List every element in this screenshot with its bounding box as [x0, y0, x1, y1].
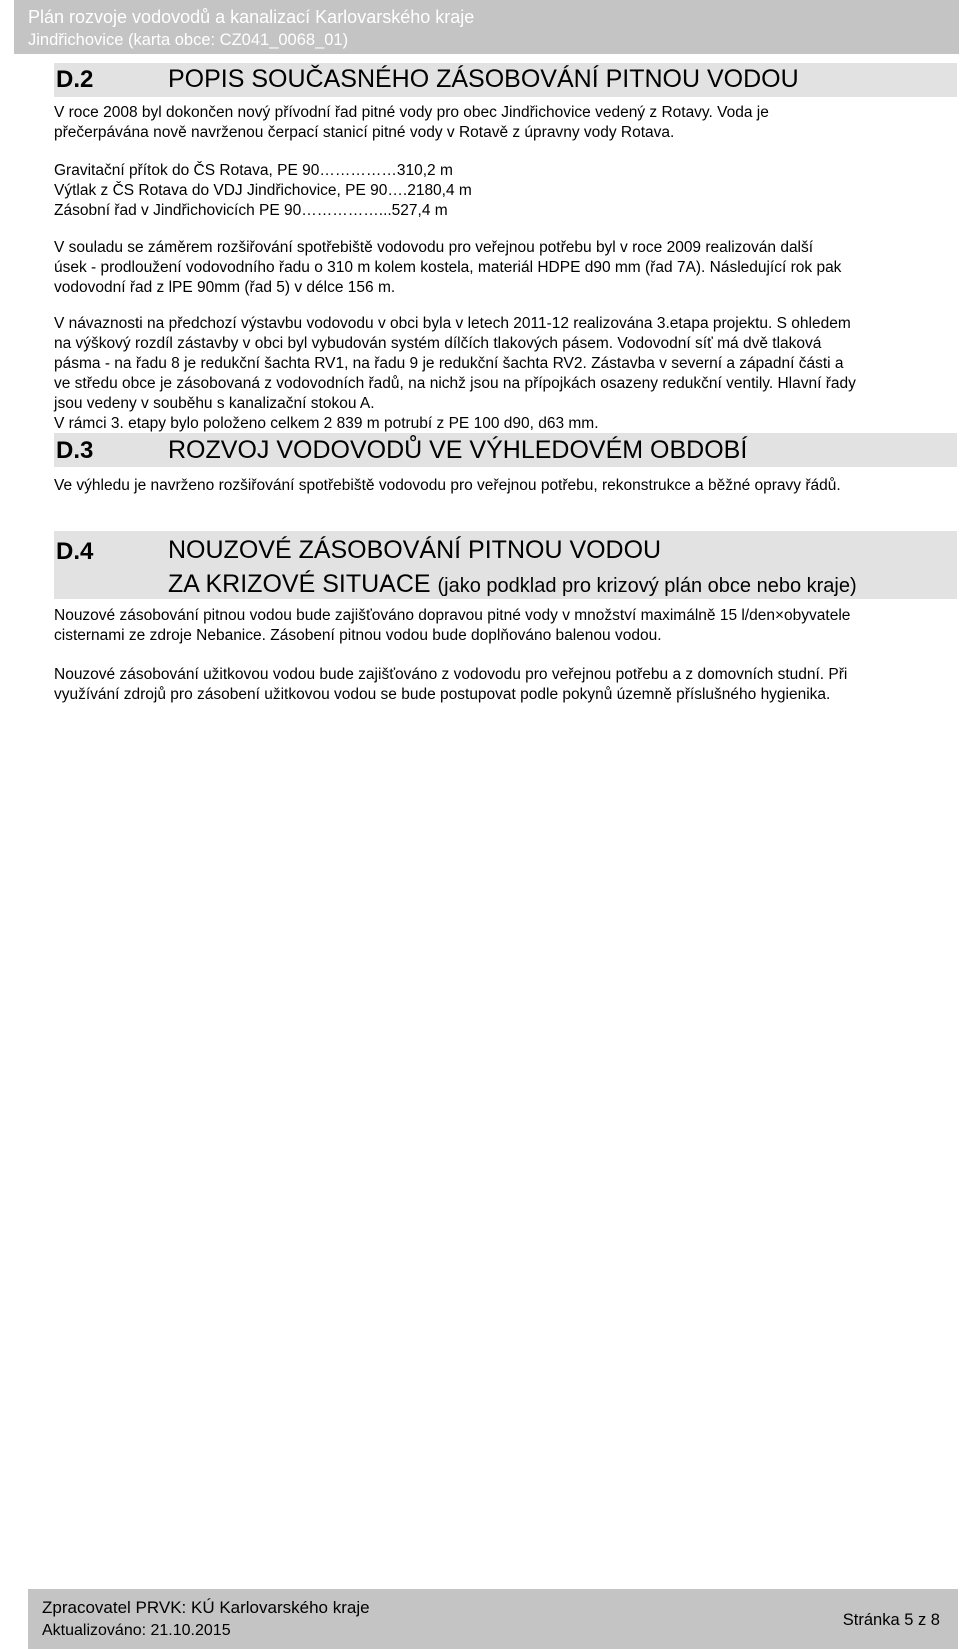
section-number: D.3 [56, 437, 94, 464]
text-line: přečerpávána nově navrženou čerpací stanicí pitné vody v Rotavě z úpravny vody Rotava. [54, 124, 675, 141]
section-heading-d4 [54, 531, 957, 599]
section-title: ROZVOJ VODOVODŮ VE VÝHLEDOVÉM OBDOBÍ [168, 436, 748, 464]
text-line: Zásobní řad v Jindřichovicích PE 90……………...527,4 m [54, 202, 448, 219]
section-heading-d2 [54, 63, 957, 97]
section-number: D.4 [56, 538, 94, 565]
text-line: V souladu se záměrem rozšiřování spotřebiště vodovodu pro veřejnou potřebu byl v roce 2009 realizován další [54, 239, 814, 256]
header-title: Plán rozvoje vodovodů a kanalizací Karlovarského kraje [28, 7, 475, 27]
paragraph [54, 238, 954, 298]
header-subtitle: Jindřichovice (karta obce: CZ041_0068_01) [28, 31, 349, 49]
footer-updated: Aktualizováno: 21.10.2015 [42, 1622, 231, 1639]
paragraph [54, 314, 954, 434]
section-title: POPIS SOUČASNÉHO ZÁSOBOVÁNÍ PITNOU VODOU [168, 65, 799, 93]
text-line: V roce 2008 byl dokončen nový přívodní řad pitné vody pro obec Jindřichovice vedený z Rotavy. Voda je [54, 104, 769, 121]
text-line: Nouzové zásobování užitkovou vodou bude zajišťováno z vodovodu pro veřejnou potřebu a z domovních studní. Při [54, 666, 848, 683]
paragraph [54, 665, 954, 705]
text-line: Gravitační přítok do ČS Rotava, PE 90……………310,2 m [54, 162, 453, 179]
text-line: využívání zdrojů pro zásobení užitkovou vodou se bude postupovat podle pokynů územně příslušného hygienika. [54, 686, 831, 703]
text-line: cisternami ze zdroje Nebanice. Zásobení pitnou vodou bude doplňováno balenou vodou. [54, 627, 662, 644]
page-footer [28, 1589, 958, 1649]
text-line: pásma - na řadu 8 je redukční šachta RV1, na řadu 9 je redukční šachta RV2. Zástavba v severní a západní části a [54, 355, 844, 372]
section-title: NOUZOVÉ ZÁSOBOVÁNÍ PITNOU VODOU [168, 536, 662, 564]
text-line: úsek - prodloužení vodovodního řadu o 310 m kolem kostela, materiál HDPE d90 mm (řad 7A). Následující rok pak [54, 259, 842, 276]
paragraph [54, 606, 954, 646]
pipe-length-list [54, 161, 954, 221]
text-line: Ve výhledu je navrženo rozšiřování spotřebiště vodovodu pro veřejnou potřebu, rekonstrukce a běžné opravy řádů. [54, 477, 841, 494]
section-heading-d3 [54, 433, 957, 467]
section-subtitle: (jako podklad pro krizový plán obce nebo kraje) [437, 575, 857, 597]
section-title-line2 [168, 570, 857, 599]
text-line: Výtlak z ČS Rotava do VDJ Jindřichovice, PE 90….2180,4 m [54, 182, 472, 199]
text-line: ve středu obce je zásobovaná z vodovodních řadů, na nichž jsou na přípojkách osazeny redukční ventily. Hlavní řady [54, 375, 856, 392]
text-line: V návaznosti na předchozí výstavbu vodovodu v obci byla v letech 2011-12 realizována 3.etapa projektu. S ohledem [54, 315, 851, 332]
text-line: na výškový rozdíl zástavby v obci byl vybudován systém dílčích tlakových pásem. Vodovodní síť má dvě tlaková [54, 335, 822, 352]
section-number: D.2 [56, 66, 94, 93]
paragraph [54, 103, 954, 143]
paragraph [54, 476, 954, 496]
text-line: jsou vedeny v souběhu s kanalizační stokou A. [54, 395, 375, 412]
footer-processor: Zpracovatel PRVK: KÚ Karlovarského kraje [42, 1598, 370, 1617]
text-line: Nouzové zásobování pitnou vodou bude zajišťováno dopravou pitné vody v množství maximálně 15 l/den×obyvatele [54, 607, 851, 624]
section-title-continuation: ZA KRIZOVÉ SITUACE [168, 570, 431, 598]
text-line: vodovodní řad z lPE 90mm (řad 5) v délce 156 m. [54, 279, 396, 296]
text-line: V rámci 3. etapy bylo položeno celkem 2 839 m potrubí z PE 100 d90, d63 mm. [54, 415, 599, 432]
page-header [14, 0, 959, 54]
page-number: Stránka 5 z 8 [842, 1611, 940, 1629]
